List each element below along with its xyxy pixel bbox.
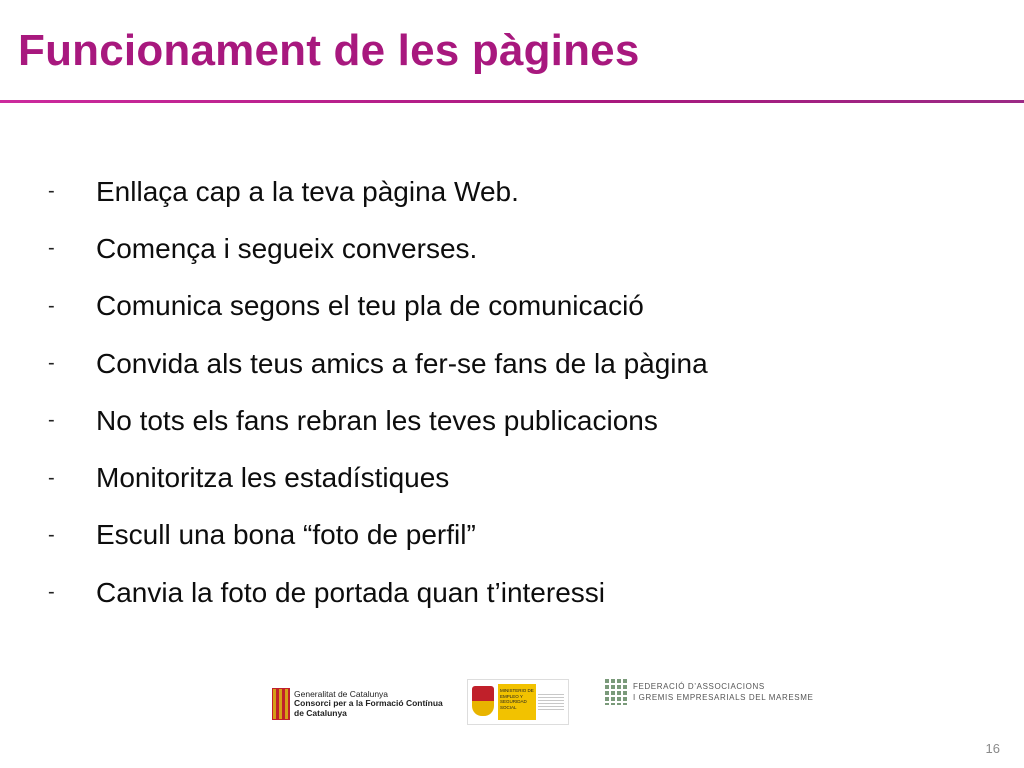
ministerio-logo [467,679,569,725]
list-item [40,392,708,449]
generalitat-line2: Consorci per a la Formació Contínua [294,698,443,709]
title-underline [0,100,1024,103]
bullet-text: Convida als teus amics a fer-se fans de la pàgina [96,347,708,379]
list-item [40,564,708,621]
bullet-dash: - [48,237,55,260]
list-item [40,507,708,564]
bullet-text: No tots els fans rebran les teves publicacions [96,404,658,436]
list-item [40,220,708,277]
list-item [40,335,708,392]
bullet-dash: - [48,409,55,432]
bullet-dash: - [48,523,55,546]
coat-of-arms-icon [472,686,494,716]
federacio-line1: FEDERACIÓ D’ASSOCIACIONS [633,682,765,691]
federacio-line2: I GREMIS EMPRESARIALS DEL MARESME [633,693,814,702]
bullet-text: Escull una bona “foto de perfil” [96,519,476,551]
bullet-text: Canvia la foto de portada quan t’interessi [96,576,605,608]
generalitat-logo [272,688,443,720]
bullet-text: Monitoritza les estadístiques [96,462,450,494]
bullet-dash: - [48,581,55,604]
generalitat-logo-text [294,690,443,719]
bullet-dash: - [48,466,55,489]
senyera-icon [272,688,290,720]
federacio-logo-text [633,681,813,703]
list-item [40,278,708,335]
list-item [40,163,708,220]
slide-title: Funcionament de les pàgines [18,26,640,75]
ministerio-logo-text: MINISTERIO DE EMPLEO Y SEGURIDAD SOCIAL [500,688,534,710]
bullet-dash: - [48,180,55,203]
generalitat-line3: de Catalunya [294,707,347,718]
footer-logos [0,676,1024,736]
bullet-text: Enllaça cap a la teva pàgina Web. [96,175,519,207]
bullet-text: Comença i segueix converses. [96,232,478,264]
bullet-dash: - [48,294,55,317]
bullet-text: Comunica segons el teu pla de comunicació [96,290,644,322]
ministerio-side-lines [538,694,564,712]
generalitat-line1: Generalitat de Catalunya [294,688,389,699]
list-item [40,449,708,506]
bullet-dash: - [48,352,55,375]
page-number: 16 [985,741,1000,756]
bullet-list [40,163,708,621]
federacio-logo [605,679,813,705]
grid-mark-icon [605,679,627,705]
